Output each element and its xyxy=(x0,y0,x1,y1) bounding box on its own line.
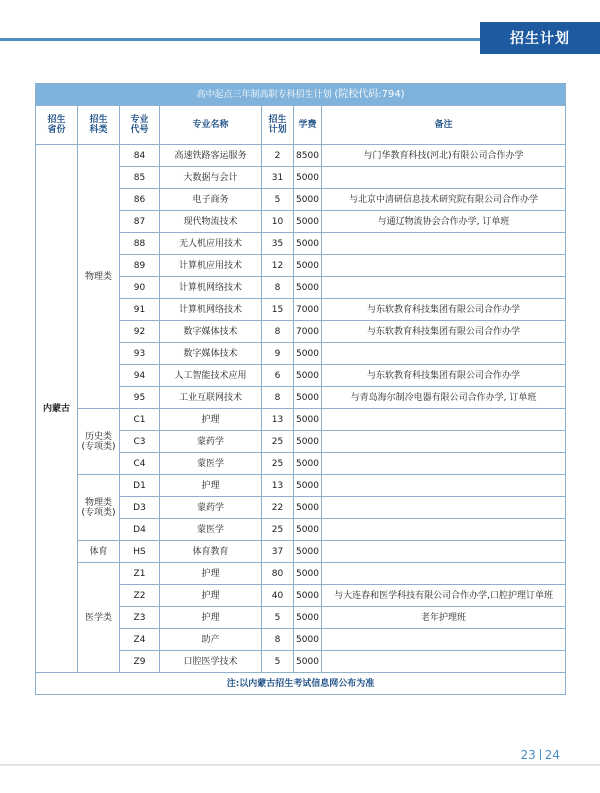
note-cell: 与东软教育科技集团有限公司合作办学 xyxy=(322,321,566,343)
category-cell xyxy=(78,563,120,673)
fee-cell: 5000 xyxy=(294,585,322,607)
plan-cell: 13 xyxy=(262,409,294,431)
major-code-cell: 89 xyxy=(120,255,160,277)
fee-cell: 5000 xyxy=(294,607,322,629)
category-label: 历史类 xyxy=(84,431,112,442)
major-code-cell: 87 xyxy=(120,211,160,233)
fee-cell: 5000 xyxy=(294,409,322,431)
plan-cell: 80 xyxy=(262,563,294,585)
plan-cell: 31 xyxy=(262,167,294,189)
note-cell xyxy=(322,541,566,563)
fee-cell: 5000 xyxy=(294,277,322,299)
page-number-left: 23 xyxy=(520,748,536,762)
major-name-cell: 护理 xyxy=(160,607,262,629)
fee-cell: 5000 xyxy=(294,211,322,233)
plan-cell: 2 xyxy=(262,145,294,167)
major-name-cell: 蒙医学 xyxy=(160,453,262,475)
note-cell: 与东软教育科技集团有限公司合作办学 xyxy=(322,365,566,387)
plan-cell: 37 xyxy=(262,541,294,563)
major-code-cell: D4 xyxy=(120,519,160,541)
fee-cell: 5000 xyxy=(294,233,322,255)
major-code-cell: 85 xyxy=(120,167,160,189)
note-cell xyxy=(322,277,566,299)
note-cell xyxy=(322,453,566,475)
fee-cell: 5000 xyxy=(294,497,322,519)
header-note: 备注 xyxy=(322,106,566,145)
major-name-cell: 数字媒体技术 xyxy=(160,343,262,365)
table-row xyxy=(36,541,566,563)
plan-cell: 8 xyxy=(262,277,294,299)
province-cell: 内蒙古 xyxy=(36,145,78,673)
major-code-cell: 91 xyxy=(120,299,160,321)
note-cell: 与北京中清研信息技术研究院有限公司合作办学 xyxy=(322,189,566,211)
major-code-cell: Z2 xyxy=(120,585,160,607)
major-name-cell: 护理 xyxy=(160,409,262,431)
header-fee: 学费 xyxy=(294,106,322,145)
plan-cell: 25 xyxy=(262,519,294,541)
category-label: (专项类) xyxy=(81,441,116,452)
note-cell: 与青岛海尔制冷电器有限公司合作办学, 订单班 xyxy=(322,387,566,409)
plan-cell: 5 xyxy=(262,189,294,211)
plan-cell: 8 xyxy=(262,629,294,651)
major-name-cell: 护理 xyxy=(160,563,262,585)
section-banner: 招生计划 xyxy=(480,22,600,54)
note-cell: 与东软教育科技集团有限公司合作办学 xyxy=(322,299,566,321)
major-code-cell: 93 xyxy=(120,343,160,365)
table-row xyxy=(36,145,566,167)
note-cell xyxy=(322,651,566,673)
table-footnote-row xyxy=(36,673,566,695)
fee-cell: 5000 xyxy=(294,365,322,387)
note-cell xyxy=(322,497,566,519)
major-name-cell: 电子商务 xyxy=(160,189,262,211)
note-cell xyxy=(322,233,566,255)
note-cell xyxy=(322,167,566,189)
header-province: 招生 省份 xyxy=(36,106,78,145)
enrollment-plan-sheet xyxy=(35,83,565,695)
plan-cell: 8 xyxy=(262,387,294,409)
major-name-cell: 口腔医学技术 xyxy=(160,651,262,673)
plan-cell: 12 xyxy=(262,255,294,277)
note-cell xyxy=(322,409,566,431)
major-code-cell: C1 xyxy=(120,409,160,431)
major-name-cell: 蒙医学 xyxy=(160,519,262,541)
fee-cell: 5000 xyxy=(294,167,322,189)
note-cell xyxy=(322,431,566,453)
category-cell xyxy=(78,541,120,563)
category-label: 医学类 xyxy=(84,612,112,623)
fee-cell: 5000 xyxy=(294,651,322,673)
fee-cell: 5000 xyxy=(294,189,322,211)
major-code-cell: Z9 xyxy=(120,651,160,673)
major-code-cell: 92 xyxy=(120,321,160,343)
fee-cell: 5000 xyxy=(294,387,322,409)
major-code-cell: C3 xyxy=(120,431,160,453)
major-code-cell: Z3 xyxy=(120,607,160,629)
major-name-cell: 体育教育 xyxy=(160,541,262,563)
plan-cell: 5 xyxy=(262,607,294,629)
plan-cell: 6 xyxy=(262,365,294,387)
fee-cell: 8500 xyxy=(294,145,322,167)
note-cell xyxy=(322,629,566,651)
table-row xyxy=(36,563,566,585)
header-rule xyxy=(0,38,480,41)
major-name-cell: 现代物流技术 xyxy=(160,211,262,233)
plan-cell: 25 xyxy=(262,431,294,453)
plan-cell: 9 xyxy=(262,343,294,365)
table-row xyxy=(36,409,566,431)
plan-cell: 35 xyxy=(262,233,294,255)
major-code-cell: 90 xyxy=(120,277,160,299)
major-code-cell: Z4 xyxy=(120,629,160,651)
note-cell: 与通辽物流协会合作办学, 订单班 xyxy=(322,211,566,233)
major-name-cell: 数字媒体技术 xyxy=(160,321,262,343)
major-name-cell: 高速铁路客运服务 xyxy=(160,145,262,167)
major-name-cell: 无人机应用技术 xyxy=(160,233,262,255)
page-number-right: 24 xyxy=(544,748,560,762)
table-footnote: 注:以内蒙古招生考试信息网公布为准 xyxy=(36,673,566,695)
major-code-cell: 95 xyxy=(120,387,160,409)
major-name-cell: 大数据与会计 xyxy=(160,167,262,189)
fee-cell: 5000 xyxy=(294,453,322,475)
major-code-cell: 94 xyxy=(120,365,160,387)
school-code: (院校代码:794) xyxy=(334,88,405,100)
major-name-cell: 工业互联网技术 xyxy=(160,387,262,409)
note-cell xyxy=(322,475,566,497)
page-divider xyxy=(540,749,541,760)
major-code-cell: D1 xyxy=(120,475,160,497)
major-name-cell: 蒙药学 xyxy=(160,497,262,519)
plan-cell: 15 xyxy=(262,299,294,321)
fee-cell: 5000 xyxy=(294,519,322,541)
table-title-text: 高中起点三年制高职专科招生计划 xyxy=(196,89,332,100)
header-major-name: 专业名称 xyxy=(160,106,262,145)
footer-rule xyxy=(0,764,600,766)
enrollment-plan-table xyxy=(35,83,566,695)
major-name-cell: 人工智能技术应用 xyxy=(160,365,262,387)
major-name-cell: 助产 xyxy=(160,629,262,651)
plan-cell: 8 xyxy=(262,321,294,343)
major-code-cell: 84 xyxy=(120,145,160,167)
header-category: 招生 科类 xyxy=(78,106,120,145)
note-cell: 与门华教育科技(河北)有限公司合作办学 xyxy=(322,145,566,167)
fee-cell: 5000 xyxy=(294,255,322,277)
note-cell xyxy=(322,563,566,585)
major-code-cell: Z1 xyxy=(120,563,160,585)
note-cell xyxy=(322,519,566,541)
note-cell xyxy=(322,255,566,277)
major-code-cell: C4 xyxy=(120,453,160,475)
major-code-cell: HS xyxy=(120,541,160,563)
note-cell xyxy=(322,343,566,365)
plan-cell: 5 xyxy=(262,651,294,673)
plan-cell: 25 xyxy=(262,453,294,475)
note-cell: 老年护理班 xyxy=(322,607,566,629)
major-name-cell: 蒙药学 xyxy=(160,431,262,453)
plan-cell: 13 xyxy=(262,475,294,497)
header-major-code: 专业 代号 xyxy=(120,106,160,145)
category-label: 物理类 xyxy=(84,497,112,508)
table-header-row xyxy=(36,106,566,145)
category-label: (专项类) xyxy=(81,507,116,518)
major-name-cell: 计算机网络技术 xyxy=(160,299,262,321)
category-cell xyxy=(78,145,120,409)
major-code-cell: D3 xyxy=(120,497,160,519)
fee-cell: 7000 xyxy=(294,299,322,321)
fee-cell: 5000 xyxy=(294,475,322,497)
major-name-cell: 护理 xyxy=(160,475,262,497)
table-title-row xyxy=(36,84,566,106)
major-name-cell: 计算机网络技术 xyxy=(160,277,262,299)
fee-cell: 5000 xyxy=(294,563,322,585)
major-code-cell: 86 xyxy=(120,189,160,211)
fee-cell: 5000 xyxy=(294,541,322,563)
fee-cell: 5000 xyxy=(294,343,322,365)
fee-cell: 7000 xyxy=(294,321,322,343)
category-cell xyxy=(78,409,120,475)
fee-cell: 5000 xyxy=(294,431,322,453)
category-label: 体育 xyxy=(89,546,108,557)
page-numbers xyxy=(520,748,560,762)
plan-cell: 22 xyxy=(262,497,294,519)
major-name-cell: 护理 xyxy=(160,585,262,607)
major-name-cell: 计算机应用技术 xyxy=(160,255,262,277)
category-cell xyxy=(78,475,120,541)
fee-cell: 5000 xyxy=(294,629,322,651)
table-row xyxy=(36,475,566,497)
major-code-cell: 88 xyxy=(120,233,160,255)
header-plan: 招生 计划 xyxy=(262,106,294,145)
plan-cell: 10 xyxy=(262,211,294,233)
table-title xyxy=(36,84,566,106)
note-cell: 与大连春和医学科技有限公司合作办学,口腔护理订单班 xyxy=(322,585,566,607)
plan-cell: 40 xyxy=(262,585,294,607)
category-label: 物理类 xyxy=(84,271,112,282)
